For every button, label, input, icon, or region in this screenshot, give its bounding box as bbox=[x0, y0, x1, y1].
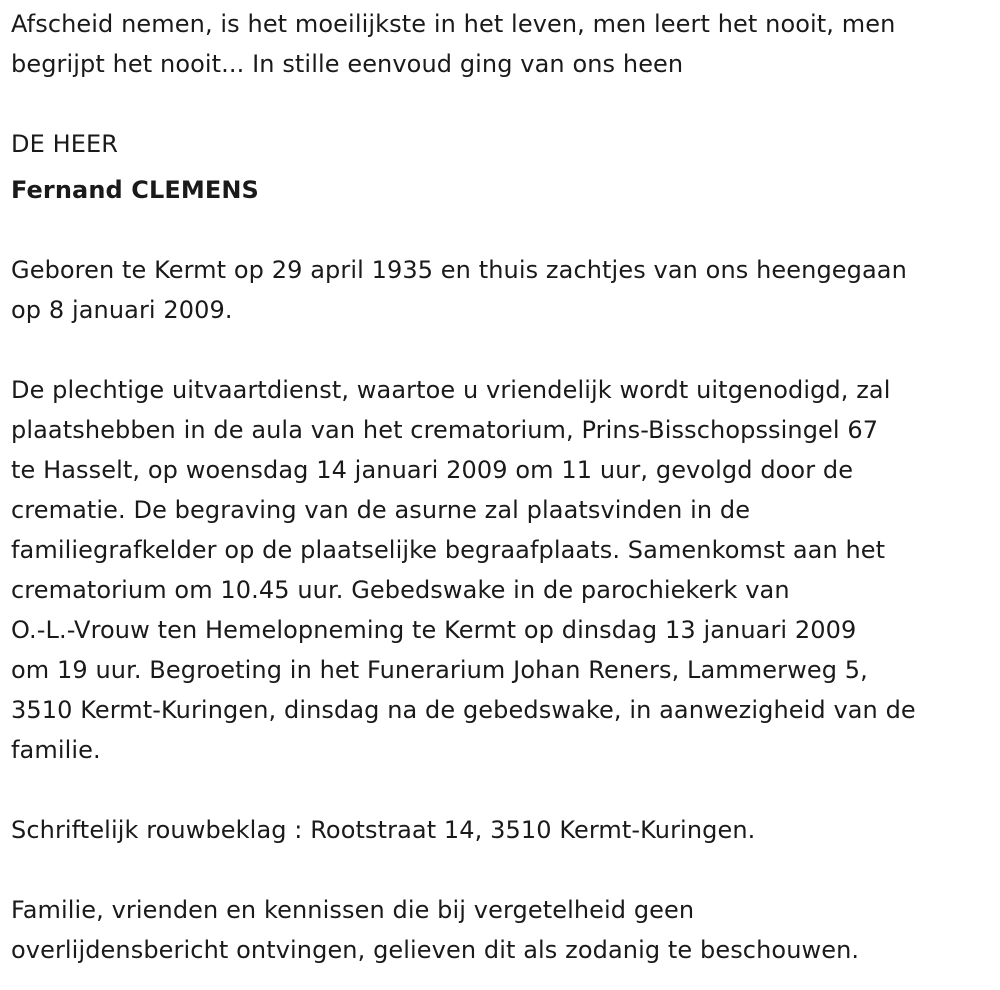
intro-line-1: Afscheid nemen, is het moeilijkste in het leven, men leert het nooit, men bbox=[11, 10, 896, 38]
title-line: DE HEER bbox=[11, 130, 119, 158]
deceased-name: Fernand CLEMENS bbox=[11, 176, 259, 204]
funeral-line: om 19 uur. Begroeting in het Funerarium Johan Reners, Lammerweg 5, bbox=[11, 656, 868, 684]
funeral-line: crematorium om 10.45 uur. Gebedswake in de parochiekerk van bbox=[11, 576, 790, 604]
funeral-line: O.-L.-Vrouw ten Hemelopneming te Kermt op dinsdag 13 januari 2009 bbox=[11, 616, 857, 644]
condolence-address: Schriftelijk rouwbeklag : Rootstraat 14, 3510 Kermt-Kuringen. bbox=[11, 816, 756, 844]
spacer bbox=[11, 84, 996, 124]
funeral-line: De plechtige uitvaartdienst, waartoe u vriendelijk wordt uitgenodigd, zal bbox=[11, 376, 891, 404]
funeral-line: plaatshebben in de aula van het crematorium, Prins-Bisschopssingel 67 bbox=[11, 416, 879, 444]
funeral-line: familie. bbox=[11, 736, 101, 764]
funeral-line: 3510 Kermt-Kuringen, dinsdag na de gebedswake, in aanwezigheid van de bbox=[11, 696, 916, 724]
spacer bbox=[11, 850, 996, 890]
spacer bbox=[11, 770, 996, 810]
funeral-paragraph bbox=[11, 370, 996, 770]
closing-line-2: overlijdensbericht ontvingen, gelieven dit als zodanig te beschouwen. bbox=[11, 936, 860, 964]
birth-line-2: op 8 januari 2009. bbox=[11, 296, 233, 324]
funeral-line: crematie. De begraving van de asurne zal plaatsvinden in de bbox=[11, 496, 751, 524]
obituary-notice bbox=[11, 4, 996, 970]
birth-line-1: Geboren te Kermt op 29 april 1935 en thuis zachtjes van ons heengegaan bbox=[11, 256, 907, 284]
closing-line-1: Familie, vrienden en kennissen die bij vergetelheid geen bbox=[11, 896, 695, 924]
funeral-line: familiegrafkelder op de plaatselijke begraafplaats. Samenkomst aan het bbox=[11, 536, 886, 564]
intro-line-2: begrijpt het nooit... In stille eenvoud ging van ons heen bbox=[11, 50, 684, 78]
funeral-line: te Hasselt, op woensdag 14 januari 2009 om 11 uur, gevolgd door de bbox=[11, 456, 854, 484]
spacer bbox=[11, 330, 996, 370]
spacer bbox=[11, 210, 996, 250]
